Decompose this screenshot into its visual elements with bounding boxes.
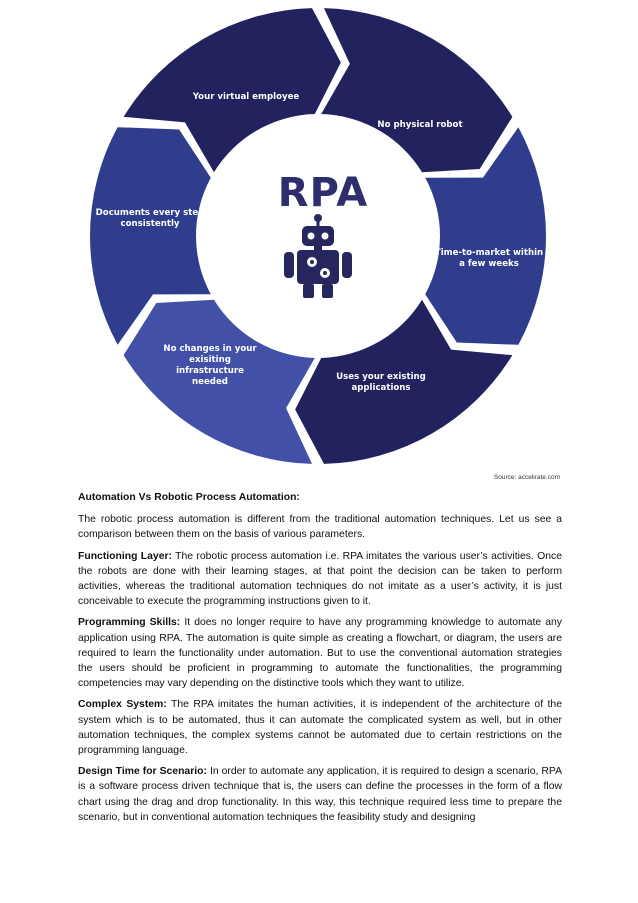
segment-label-no-changes: No changes in your exisiting infrastructure needed [163,344,257,387]
section-design-time [78,764,562,825]
section-body: It does no longer require to have any programming knowledge to automate any application using RPA. The automation is quite simple as creating a flowchart, or diagram, the users are required to learn the functionality under automation. But to use the conventional automation strategies the users should be proficient in programming to automate the functionalities, the programming competencies may vary depending on the distinctive tools which they want to utilize. [78,617,563,690]
article [78,490,562,831]
segment-label-time-to-market: Time-to-market within a few weeks [434,248,544,269]
segment-label-no-physical-robot: No physical robot [377,120,463,130]
segment-label-documents: Documents every step consistently [95,208,205,229]
section-title: Design Time for Scenario: [78,766,207,778]
section-functioning-layer [78,549,562,610]
segment-label-virtual-employee: Your virtual employee [192,92,300,102]
segment-label-existing-applications: Uses your existing applications [336,372,426,393]
center-title: RPA [277,170,369,216]
section-body: The robotic process automation i.e. RPA imitates the various user’s activities. Once the robots are done with their learning stages, at that point the decision can be taken to perform activities, whereas the traditional automation techniques do not imitate as a user’s activity, it is just conceivable to execute the programming instructions given to it. [78,550,562,608]
image-source: Source: accelirate.com [493,474,560,481]
section-body: The RPA imitates the human activities, it is independent of the architecture of the system which is to be automated, thus it can automate the complicated system as well, but in other automation techniques, the complex systems cannot be automated due to certain restrictions on the programming language. [78,699,562,757]
section-body: In order to automate any application, it is required to design a scenario, RPA is a software process driven technique that is, the users can define the processes in the form of a flow chart using the drag and drop functionality. In this way, this technique required less time to prepare the scenario, but in conventional automation techniques the feasibility study and designing [78,766,562,823]
article-heading: Automation Vs Robotic Process Automation: [78,492,300,503]
section-title: Functioning Layer: [78,550,172,562]
section-title: Complex System: [78,699,167,711]
section-programming-skills [78,615,562,691]
article-intro: The robotic process automation is different from the traditional automation techniques. Let us see a comparison between them on the basis of various parameters. [78,514,562,541]
section-complex-system [78,697,562,758]
section-title: Programming Skills: [78,617,181,629]
